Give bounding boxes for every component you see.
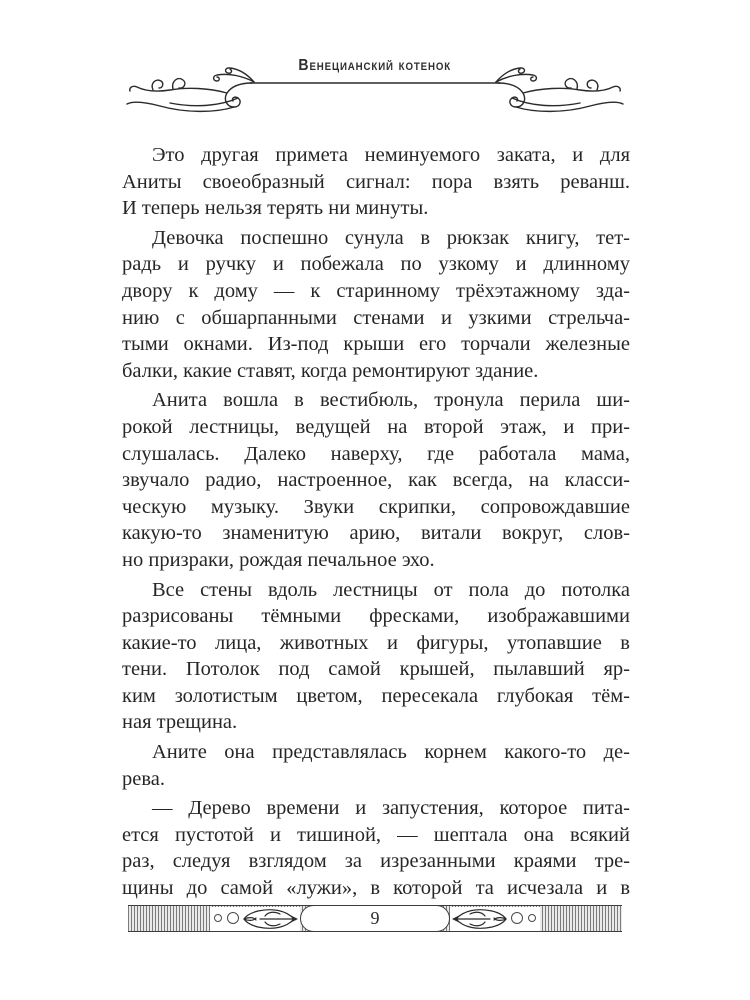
header-flourish-ornament — [125, 56, 625, 128]
text-line: рева. — [122, 767, 165, 790]
text-line: ная трещина. — [122, 711, 238, 734]
text-line: звучало радио, настроенное, как всегда, на класси- — [122, 469, 630, 492]
paragraph — [122, 142, 630, 222]
flourish-svg — [125, 56, 625, 128]
text-line: радь и ручку и побежала по узкому и длинному — [122, 253, 630, 276]
text-line: нию с обшарпанными стенами и узкими стрельча- — [122, 306, 630, 329]
text-line: Все стены вдоль лестницы от пола до потолка — [152, 578, 630, 601]
text-line: раз, следуя взглядом за изрезанными краями тре- — [122, 850, 630, 873]
paragraph — [122, 387, 630, 573]
text-line: двору к дому — к старинному трёхэтажному зда- — [122, 279, 630, 302]
running-title-text: Венецианский котенок — [298, 57, 452, 74]
footer-dot-big-left — [227, 912, 239, 924]
text-line: ким золотистым цветом, пересекала глубокая тём- — [122, 684, 630, 707]
paragraph — [122, 225, 630, 385]
text-line: разрисованы тёмными фресками, изображавшими — [122, 605, 630, 628]
text-line: — Дерево времени и запустения, которое пита- — [152, 797, 630, 820]
text-line: И теперь нельзя терять ни минуты. — [122, 197, 429, 220]
page-number-pill — [300, 905, 450, 932]
text-block — [122, 142, 630, 905]
page-number: 9 — [370, 908, 380, 928]
text-line: щины до самой «лужи», в которой та исчезала и в — [122, 877, 630, 900]
scroll-ornament-svg — [450, 907, 508, 931]
text-line: какую-то знаменитую арию, витали вокруг, слов- — [122, 522, 630, 545]
text-line: ется пустотой и тишиной, — шептала она всякий — [122, 823, 630, 846]
text-line: рокой лестницы, ведущей на второй этаж, и при- — [122, 415, 630, 438]
text-line: Анита вошла в вестибюль, тронула перила ши- — [152, 389, 630, 412]
footer-dot-small-right — [528, 914, 536, 922]
paragraph — [122, 739, 630, 792]
footer-dot-small-left — [214, 914, 222, 922]
footer-scroll-ornament-left — [242, 907, 300, 931]
text-line: тыми окнами. Из-под крыши его торчали железные — [122, 333, 630, 356]
footer — [128, 905, 622, 932]
text-line: Аните она представлялась корнем какого-то де- — [152, 741, 630, 764]
text-line: какие-то лица, животных и фигуры, утопавшие в — [122, 631, 630, 654]
text-line: балки, какие ставят, когда ремонтируют здание. — [122, 359, 539, 382]
text-line: Это другая примета неминуемого заката, и для — [152, 144, 630, 166]
text-line: но призраки, рождая печальное эхо. — [122, 548, 435, 571]
footer-scroll-ornament-right — [450, 907, 508, 931]
scroll-ornament-svg — [242, 907, 300, 931]
paragraph — [122, 577, 630, 737]
text-line: Аниты своеобразный сигнал: пора взять реванш. — [122, 170, 630, 193]
text-line: тени. Потолок под самой крышей, пылавший яр- — [122, 658, 630, 681]
text-line: слушалась. Далеко наверху, где работала мама, — [122, 442, 630, 465]
paragraph — [122, 795, 630, 901]
text-line: Девочка поспешно сунула в рюкзак книгу, тет- — [152, 226, 630, 249]
footer-dot-big-right — [511, 912, 523, 924]
text-line: ческую музыку. Звуки скрипки, сопровождавшие — [122, 495, 630, 518]
